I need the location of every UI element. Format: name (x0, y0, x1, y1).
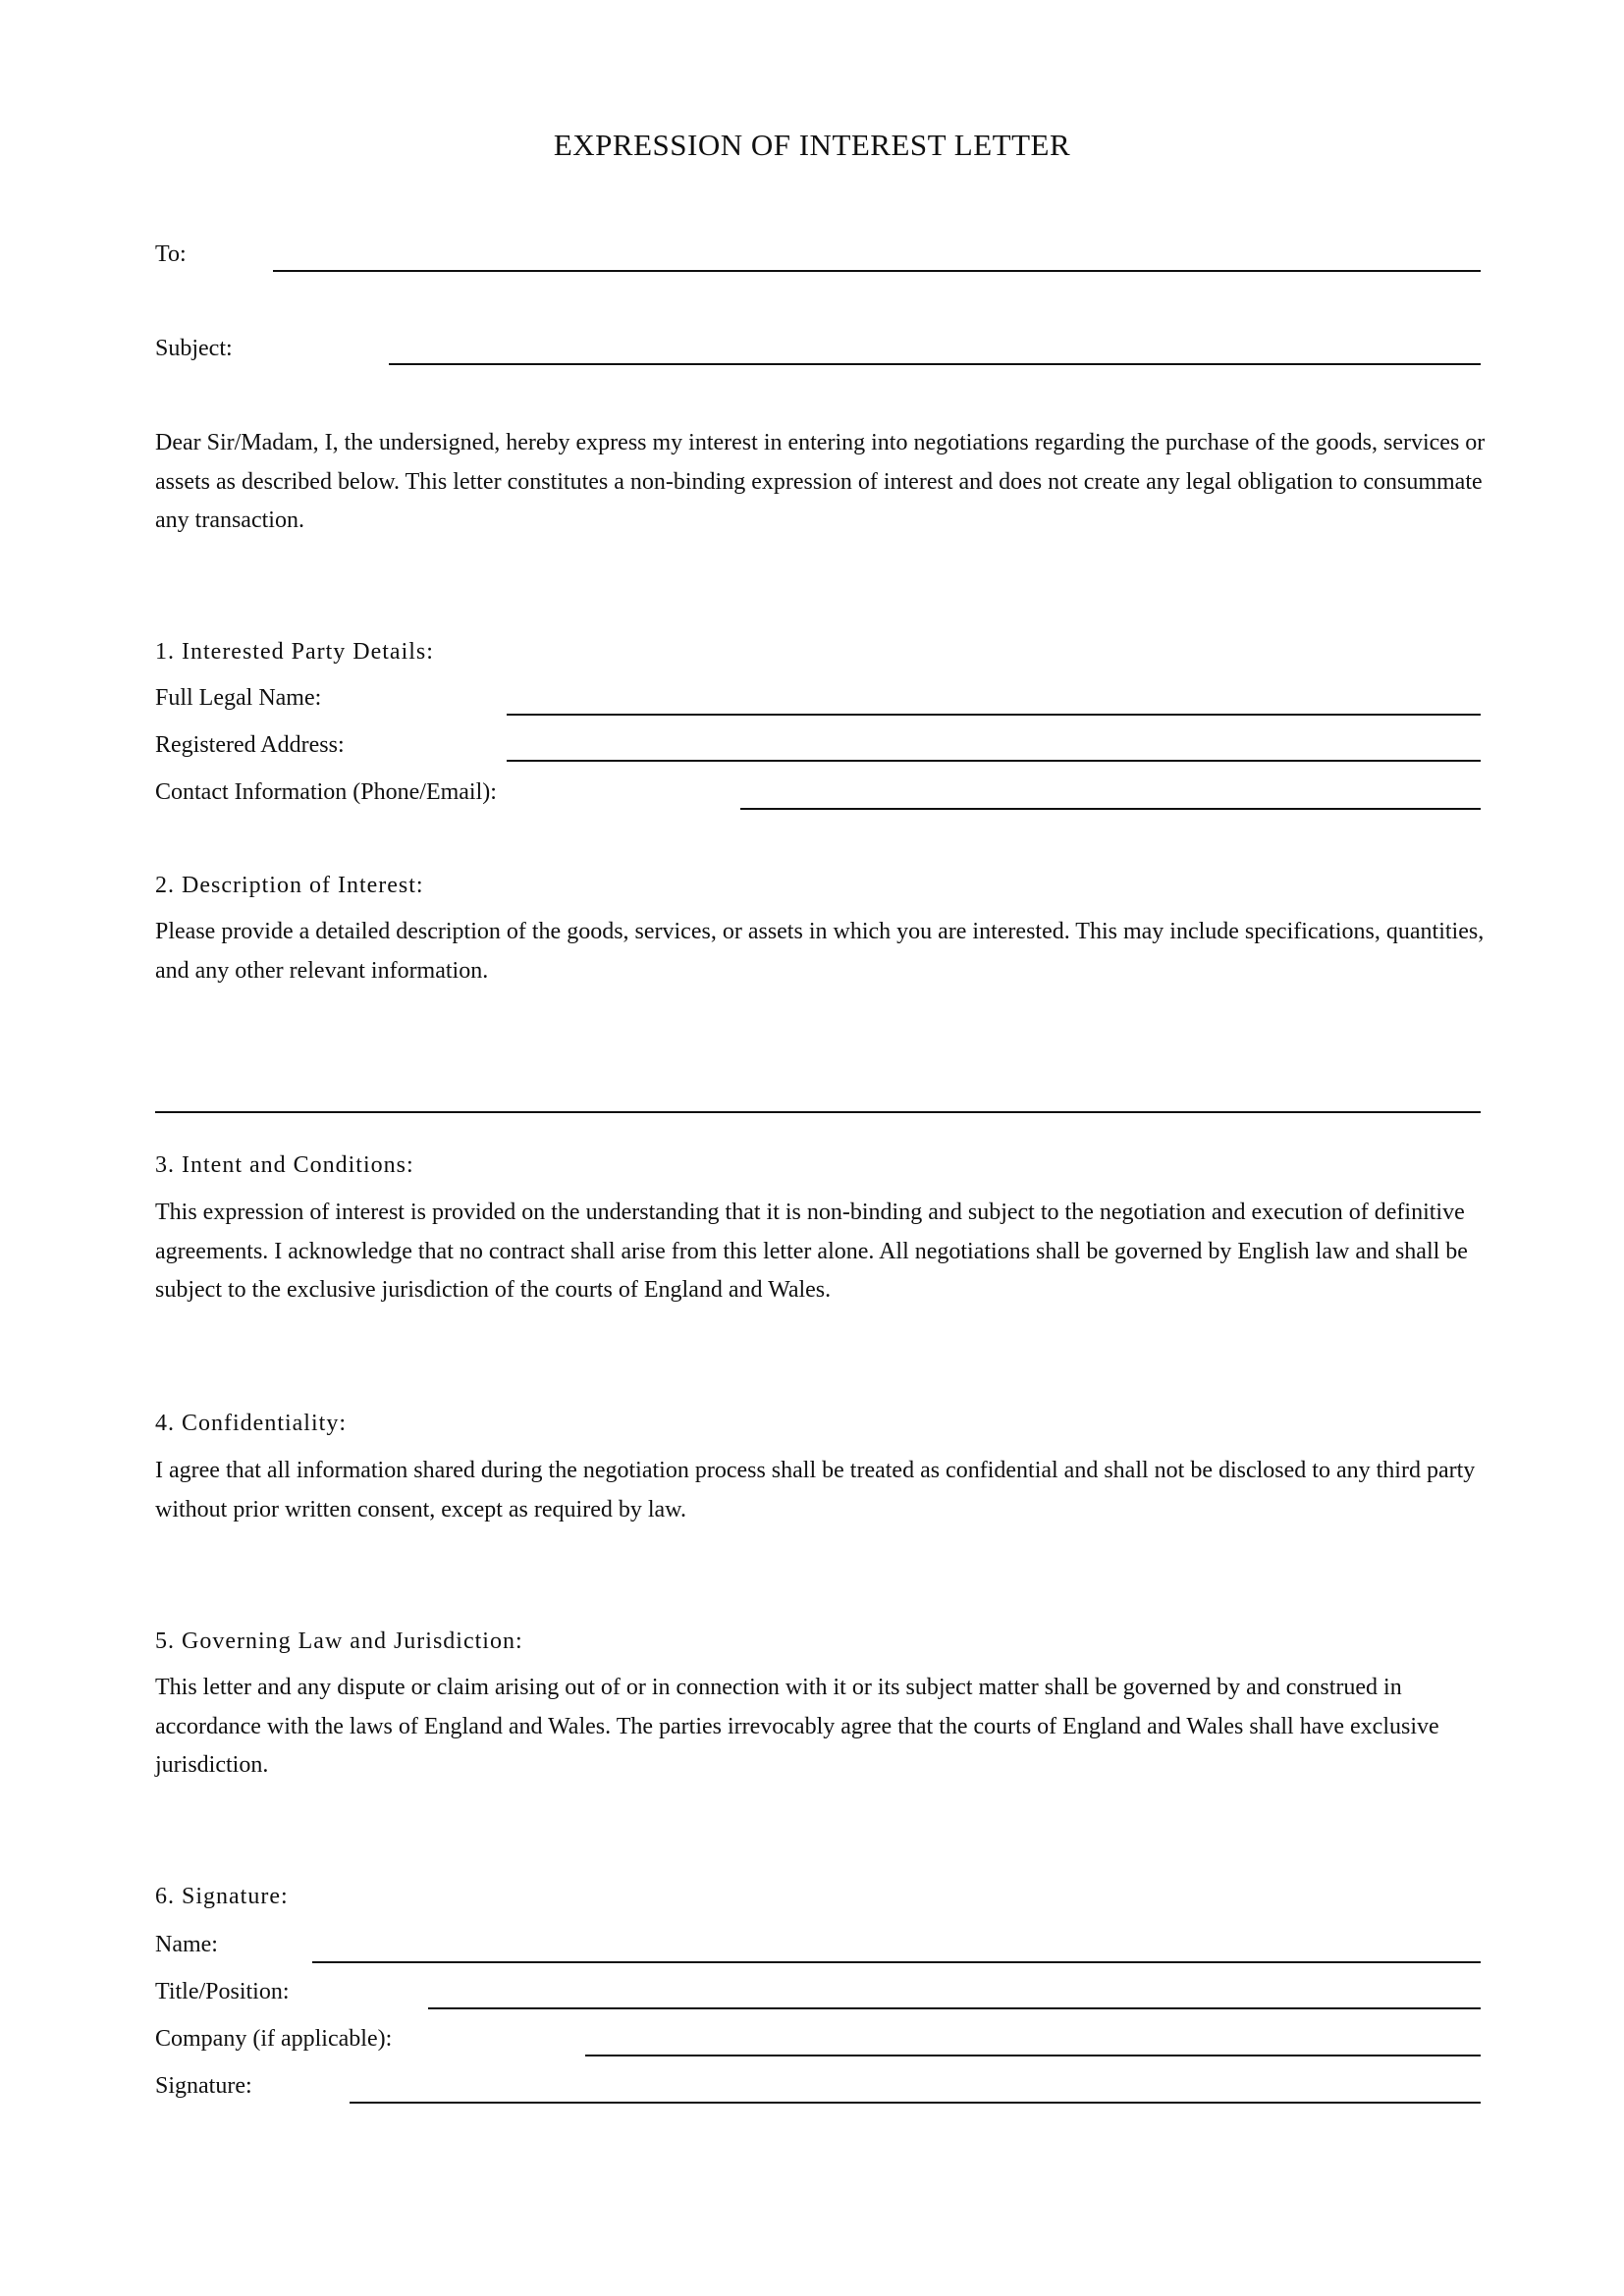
company-label: Company (if applicable): (155, 2026, 393, 2052)
confidentiality-paragraph: I agree that all information shared during the negotiation process shall be treated as confidential and shall not be disclosed to any third party without prior written consent, except as required by law. (155, 1458, 1476, 1522)
document-title: EXPRESSION OF INTEREST LETTER (553, 128, 1071, 162)
section-3-heading: 3. Intent and Conditions: (155, 1152, 414, 1178)
title-position-label: Title/Position: (155, 1979, 290, 2004)
intent-conditions-paragraph: This expression of interest is provided on the understanding that it is non-binding and subject to the negotiation and execution of definitive agreements. I acknowledge that no contract shall arise from this letter alone. All negotiations shall be governed by English law and shall be subject to the exclusive jurisdiction of the courts of England and Wales. (155, 1200, 1468, 1303)
title-position-field[interactable] (428, 2007, 1481, 2009)
subject-label: Subject: (155, 336, 233, 361)
registered-address-field[interactable] (507, 760, 1481, 762)
contact-information-label: Contact Information (Phone/Email): (155, 779, 497, 805)
signatory-name-label: Name: (155, 1932, 218, 1957)
section-5-heading: 5. Governing Law and Jurisdiction: (155, 1629, 523, 1654)
contact-information-field[interactable] (740, 808, 1481, 810)
full-legal-name-label: Full Legal Name: (155, 685, 322, 711)
subject-field[interactable] (389, 363, 1481, 365)
section-6-heading: 6. Signature: (155, 1884, 289, 1909)
signatory-name-field[interactable] (312, 1961, 1481, 1963)
company-field[interactable] (585, 2055, 1481, 2056)
to-field[interactable] (273, 270, 1481, 272)
to-label: To: (155, 241, 187, 267)
full-legal-name-field[interactable] (507, 714, 1481, 716)
registered-address-label: Registered Address: (155, 732, 345, 758)
intro-paragraph: Dear Sir/Madam, I, the undersigned, hereby express my interest in entering into negotiations regarding the purchase of the goods, services or assets as described below. This letter constitutes a non-binding expression of interest and does not create any legal obligation to consummate any transaction. (155, 430, 1486, 533)
section-1-heading: 1. Interested Party Details: (155, 639, 434, 665)
signature-label: Signature: (155, 2073, 252, 2099)
description-field[interactable] (155, 1111, 1481, 1113)
section-2-heading: 2. Description of Interest: (155, 873, 424, 898)
description-instructions: Please provide a detailed description of the goods, services, or assets in which you are interested. This may include specifications, quantities, and any other relevant information. (155, 919, 1485, 984)
section-4-heading: 4. Confidentiality: (155, 1411, 347, 1436)
governing-law-paragraph: This letter and any dispute or claim arising out of or in connection with it or its subject matter shall be governed by and construed in accordance with the laws of England and Wales. The parties irrevocably agree that the courts of England and Wales shall have exclusive jurisdiction. (155, 1675, 1439, 1778)
signature-field[interactable] (350, 2102, 1481, 2104)
